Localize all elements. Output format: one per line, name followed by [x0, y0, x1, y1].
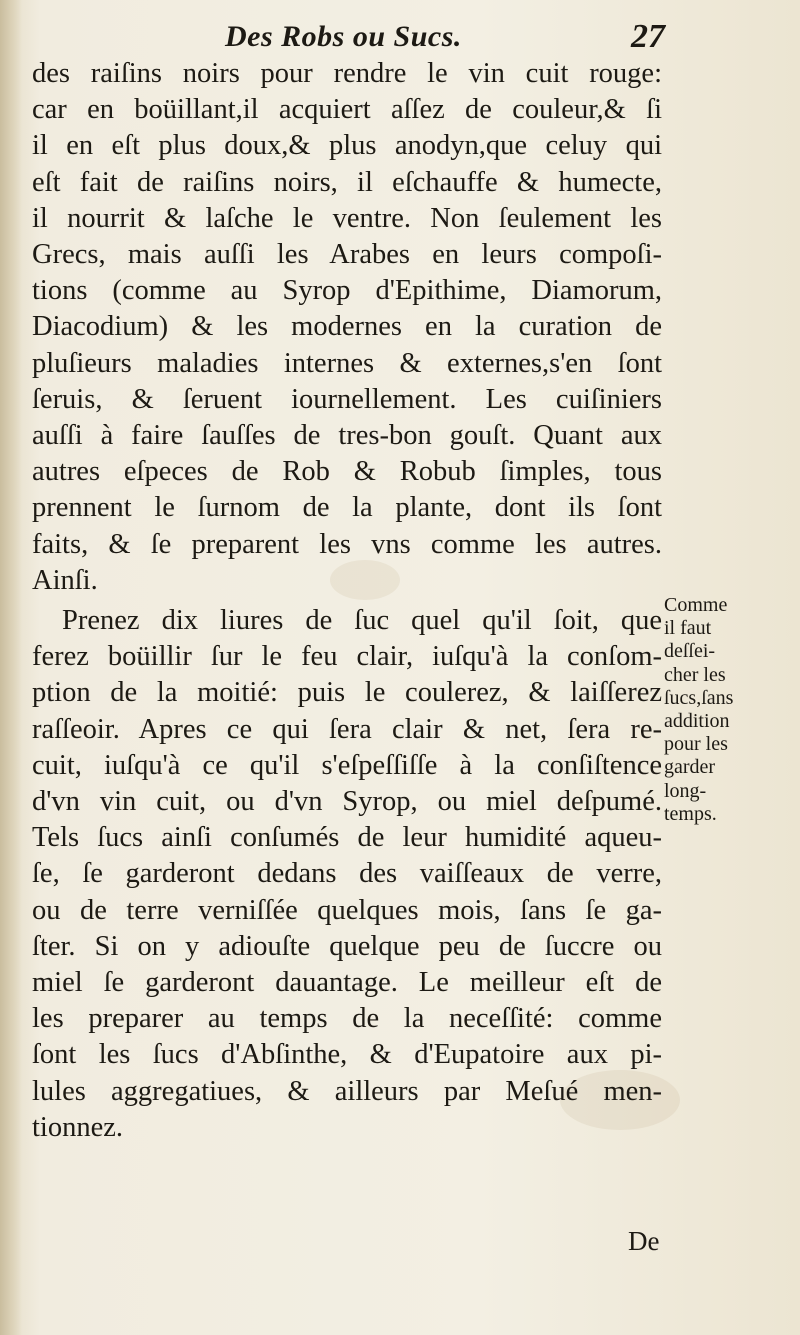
text-line: ou de terre verniſſée quelques mois, ſans ſe ga-	[32, 894, 662, 926]
text-line: eſt fait de raiſins noirs, il eſchauffe & humecte,	[32, 166, 662, 198]
text-line: miel ſe garderont dauantage. Le meilleur eſt de	[32, 967, 662, 999]
text-line: Tels ſucs ainſi conſumés de leur humidité aqueu-	[32, 822, 662, 854]
text-line: pluſieurs maladies internes & externes,s'en ſont	[32, 347, 662, 379]
text-line: cuit, iuſqu'à ce qu'il s'eſpeſſiſſe à la conſiſtence	[32, 749, 662, 781]
text-line: ſeruis, & ſeruent iournellement. Les cuiſiniers	[32, 383, 662, 415]
margin-note-line: il faut	[664, 617, 712, 640]
body-text	[32, 56, 662, 1146]
text-line: ſter. Si on y adiouſte quelque peu de ſuccre ou	[32, 930, 662, 962]
text-line: Diacodium) & les modernes en la curation de	[32, 311, 662, 343]
text-line: ſe, ſe garderont dedans des vaiſſeaux de verre,	[32, 858, 662, 890]
text-line: il en eſt plus doux,& plus anodyn,que celuy qui	[32, 130, 662, 162]
text-line: il nourrit & laſche le ventre. Non ſeulement les	[32, 202, 662, 234]
margin-note	[664, 594, 794, 826]
margin-note-line: long-	[664, 779, 707, 802]
text-line: des raiſins noirs pour rendre le vin cuit rouge:	[32, 58, 662, 89]
text-line: les preparer au temps de la neceſſité: comme	[32, 1003, 662, 1035]
text-line: Ainſi.	[32, 564, 98, 596]
text-line: tions (comme au Syrop d'Epithime, Diamorum,	[32, 275, 662, 307]
margin-note-line: addition	[664, 710, 730, 733]
text-line: car en boüillant,il acquiert aſſez de couleur,& ſi	[32, 94, 662, 126]
margin-note-line: deſſei-	[664, 640, 716, 663]
text-line: d'vn vin cuit, ou d'vn Syrop, ou miel deſpumé.	[32, 786, 662, 818]
text-line: ſont les ſucs d'Abſinthe, & d'Eupatoire aux pi-	[32, 1039, 662, 1071]
text-line: lules aggregatiues, & ailleurs par Meſué men-	[32, 1075, 662, 1107]
margin-note-line: cher les	[664, 663, 726, 686]
running-head-title: Des Robs ou Sucs.	[225, 20, 462, 53]
page-number: 27	[631, 18, 665, 55]
catchword: De	[628, 1226, 660, 1256]
margin-note-line: temps.	[664, 802, 717, 825]
margin-note-line: garder	[664, 756, 716, 779]
text-line: prennent le ſurnom de la plante, dont ils ſont	[32, 492, 662, 524]
text-line: Grecs, mais auſſi les Arabes en leurs compoſi-	[32, 239, 662, 271]
text-line: raſſeoir. Apres ce qui ſera clair & net, ſera re-	[32, 713, 662, 745]
text-line: auſſi à faire ſauſſes de tres-bon gouſt. Quant aux	[32, 420, 662, 452]
text-line: Prenez dix liures de ſuc quel qu'il ſoit, que	[62, 605, 662, 637]
text-line: tionnez.	[32, 1111, 124, 1143]
text-line: ferez boüillir ſur le feu clair, iuſqu'à la conſom-	[32, 641, 662, 673]
text-line: faits, & ſe preparent les vns comme les autres.	[32, 528, 662, 560]
margin-note-line: Comme	[664, 594, 728, 616]
page-gutter-shadow	[0, 0, 22, 1335]
margin-note-line: ſucs,ſans	[664, 686, 734, 709]
text-line: autres eſpeces de Rob & Robub ſimples, tous	[32, 456, 662, 488]
margin-note-line: pour les	[664, 733, 728, 756]
text-line: ption de la moitié: puis le coulerez, & laiſſerez	[32, 677, 662, 709]
